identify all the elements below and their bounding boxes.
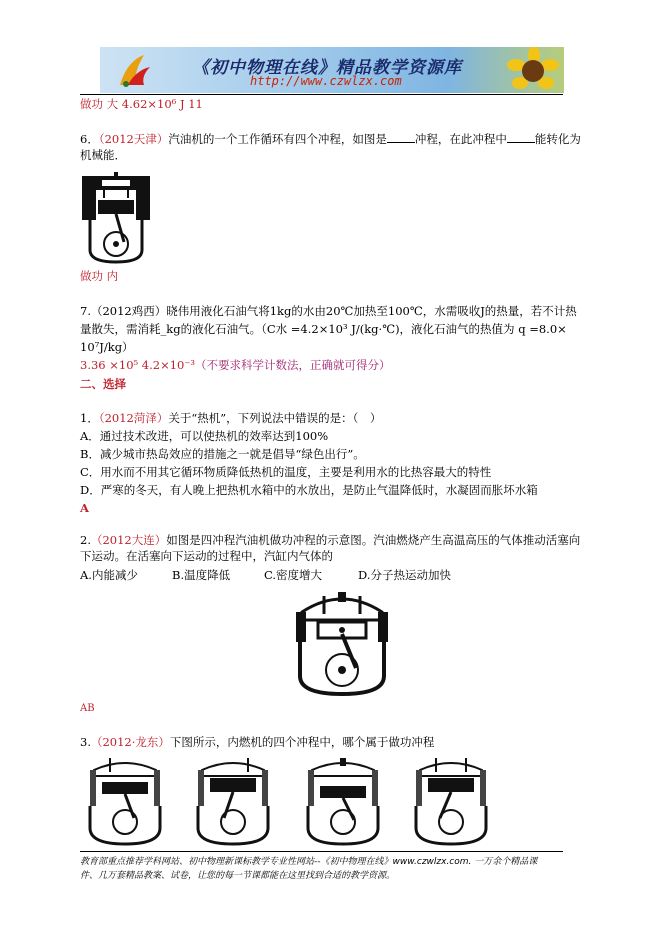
mc1-number: 1． — [80, 411, 99, 425]
mc1-option-d: D．严寒的冬天，有人晚上把热机水箱中的水放出，是防止气温降低时，水凝固而胀坏水箱 — [80, 483, 538, 497]
mc1-stem — [80, 410, 381, 427]
q7-answer-value: 3.36 ×10⁵ 4.2×10⁻³ — [80, 358, 196, 372]
mc1-source: （2012菏泽） — [98, 411, 169, 425]
mc2-option-b: B.温度降低 — [172, 568, 231, 582]
engine-stroke-1-icon — [80, 756, 170, 846]
mc1-answer: A — [80, 501, 89, 515]
mc3-source: （2012·龙东） — [90, 735, 170, 749]
engine-figure-mc2 — [292, 590, 392, 698]
four-stroke-figures — [80, 756, 500, 848]
mc2-stem-line1 — [80, 532, 580, 549]
q7-line1: 7.（2012鸡西）晓伟用液化石油气将1kg的水由20℃加热至100℃，水需吸收J的热量，若不计热 — [80, 304, 577, 318]
mc3-stem — [80, 734, 434, 751]
mc1-option-a: A．通过技术改进，可以使热机的效率达到100% — [80, 429, 329, 443]
engine-stroke-3-icon — [298, 756, 388, 846]
q6-text-a: 汽油机的一个工作循环有四个冲程，如图是 — [168, 132, 387, 146]
mc2-option-d: D.分子热运动加快 — [358, 568, 451, 582]
q6-source: （2012天津） — [98, 132, 169, 146]
q7-answer-note: （不要求科学计数法，正确就可得分） — [195, 358, 391, 372]
q6-line1 — [80, 131, 581, 148]
section-2-heading: 二、选择 — [80, 377, 126, 391]
q6-blank-2 — [507, 141, 535, 143]
mc2-number: 2. — [80, 533, 91, 547]
q6-line2: 机械能． — [80, 148, 126, 162]
q7-answer — [80, 357, 391, 374]
q6-number: 6． — [80, 132, 99, 146]
header-url[interactable]: http://www.czwlzx.com — [250, 74, 402, 88]
footer-line2: 件、几万套精品教案、试卷，让您的每一节课都能在这里找到合适的教学资源。 — [80, 871, 396, 881]
footer-line1: 教育部重点推荐学科网站、初中物理新课标教学专业性网站--《初中物理在线》www.czwlzx.com. 一万余个精品课 — [80, 857, 538, 867]
mc2-stem-line2: 下运动。在活塞向下运动的过程中，汽缸内气体的 — [80, 549, 333, 563]
header-title: 《初中物理在线》精品教学资源库 — [192, 58, 462, 78]
mc2-text-1: 如图是四冲程汽油机做功冲程的示意图。汽油燃烧产生高温高压的气体推动活塞向 — [166, 533, 581, 547]
logo-icon — [114, 51, 154, 89]
q6-answer: 做功 内 — [80, 269, 119, 283]
mc1-text: 关于“热机”，下列说法中错误的是：（ ） — [168, 411, 382, 425]
header-divider — [80, 94, 563, 95]
engine-stroke-2-icon — [188, 756, 278, 846]
answer-5: 做功 大 4.62×10⁶ J 11 — [80, 97, 203, 111]
q6-text-c: 能转化为 — [534, 132, 581, 146]
engine-figure-q6 — [80, 172, 152, 264]
footer-divider — [80, 851, 563, 852]
mc3-text: 下图所示，内燃机的四个冲程中，哪个属于做功冲程 — [169, 735, 435, 749]
q6-blank-1 — [387, 141, 415, 143]
mc1-option-b: B．减少城市热岛效应的措施之一就是倡导“绿色出行”。 — [80, 447, 365, 461]
sunflower-icon — [500, 47, 564, 93]
mc2-option-c: C.密度增大 — [264, 568, 323, 582]
mc1-option-c: C．用水而不用其它循环物质降低热机的温度，主要是利用水的比热容最大的特性 — [80, 465, 492, 479]
mc2-option-a: A.内能减少 — [80, 568, 138, 582]
q7-line3: 10⁷J/kg） — [80, 340, 134, 354]
mc2-source: （2012大连） — [90, 533, 167, 547]
q6-text-b: 冲程，在此冲程中 — [414, 132, 507, 146]
engine-stroke-4-icon — [406, 756, 496, 846]
q7-line2: 量散失，需消耗_kg的液化石油气。（C水 =4.2×10³ J/(kg·℃)，液化石油气的热值为 q =8.0× — [80, 322, 567, 336]
mc3-number: 3. — [80, 735, 91, 749]
header-banner — [100, 47, 564, 93]
mc2-answer: AB — [80, 703, 95, 714]
